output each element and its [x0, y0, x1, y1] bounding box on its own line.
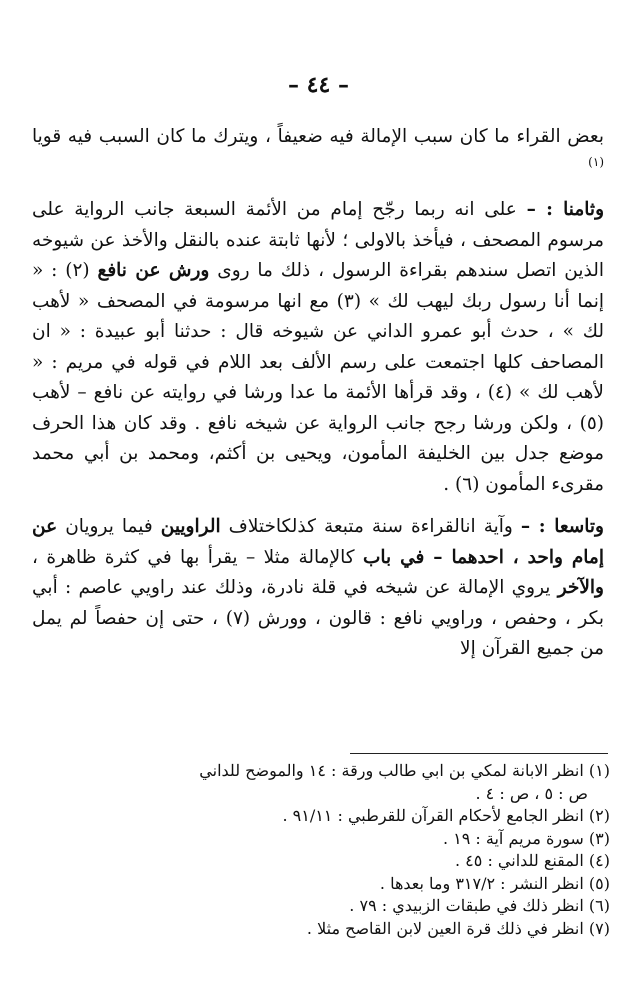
paragraph-heading-eighth: وثامنا : –	[526, 199, 604, 220]
paragraph-heading-ninth: وتاسعا : –	[520, 516, 604, 537]
paragraph-continuation	[32, 122, 604, 183]
footnotes	[32, 760, 610, 940]
paragraph-ninth-text-4: يروي الإمالة عن شيخه في قلة نادرة، وذلك عند راويي عاصم : أبي بكر ، وحفص ، وراويي نافع : قالون ، وورش (٧) ، حتى إن حفصاً لم يمل من جميع القرآن إلا	[32, 577, 604, 659]
paragraph-eighth-text: على انه ربما رجّح إمام من الأئمة السبعة جانب الرواية على مرسوم المصحف ، فيأخذ بالاولى ؛ لأنها ثابتة عنده بالنقل والأخذ عن شيوخه الذين اتصل سندهم بقراءة الرسول ، ذلك ما روى	[32, 199, 604, 281]
highlight-warsh-nafi: ورش عن نافع	[97, 260, 210, 281]
paragraph-ninth-text: وآية انالقراءة سنة متبعة كذلكاختلاف	[228, 516, 513, 537]
continuation-line-2: فيه قويا	[32, 126, 93, 147]
footnote-6: (٦) انظر ذلك في طبقات الزبيدي : ٧٩ .	[349, 896, 610, 915]
footnote-1: (١) انظر الابانة لمكي بن ابي طالب ورقة : ١٤ والموضح للداني	[199, 761, 610, 780]
page-number: – ٤٤ –	[288, 72, 349, 98]
paragraph-ninth-text-2: فيما يرويان	[65, 516, 153, 537]
footnote-1-continued: ص : ٥ ، ص : ٤ .	[475, 783, 588, 803]
paragraph-eighth-text-2: (٢) : « إنما أنا رسول ربك ليهب لك » (٣) مع انها مرسومة في المصحف « لأهب لك » ، حدث أبو عمرو الداني عن شيوخه قال : حدثنا أبو عبيدة : « ان المصاحف كلها اجتمعت على رسم الألف بعد اللام في قوله في مريم : « لأهب لك » (٤) ، وقد قرأها الأئمة ما عدا ورشا في روايته عن نافع – لأهب (٥) ، ولكن ورشا رجح جانب الرواية عن شيخه نافع . وقد كان هذا الحرف موضع جدل بين الخليفة المأمون، ويحيى بن أكثم، ومحمد بن أبي محمد مقرىء المأمون (٦) .	[32, 260, 604, 495]
highlight-rawiyayn: الراويين	[160, 516, 221, 537]
footnote-2: (٢) انظر الجامع لأحكام القرآن للقرطبي : ٩١/١١ .	[282, 806, 610, 825]
footnote-4: (٤) المقنع للداني : ٤٥ .	[455, 851, 610, 870]
footnote-divider	[350, 753, 608, 754]
footnote-5: (٥) انظر النشر : ٣١٧/٢ وما بعدها .	[379, 873, 610, 893]
footnote-7: (٧) انظر في ذلك قرة العين لابن القاصح مثلا .	[306, 918, 610, 938]
paragraph-eighth	[32, 195, 604, 500]
main-text	[32, 122, 604, 665]
paragraph-ninth-text-3: كالإمالة مثلا – يقرأ بها في كثرة ظاهرة ،	[32, 546, 355, 568]
highlight-imam-wahid: عن إمام واحد ، احدهما – في باب	[32, 516, 604, 568]
highlight-al-akhar: والآخر	[557, 577, 604, 598]
footnote-ref-1: (١)	[588, 154, 604, 169]
continuation-line-1: بعض القراء ما كان سبب الإمالة فيه ضعيفاً ، ويترك ما كان السبب	[98, 126, 604, 147]
paragraph-ninth	[32, 512, 604, 665]
footnote-3: (٣) سورة مريم آية : ١٩ .	[442, 828, 610, 848]
